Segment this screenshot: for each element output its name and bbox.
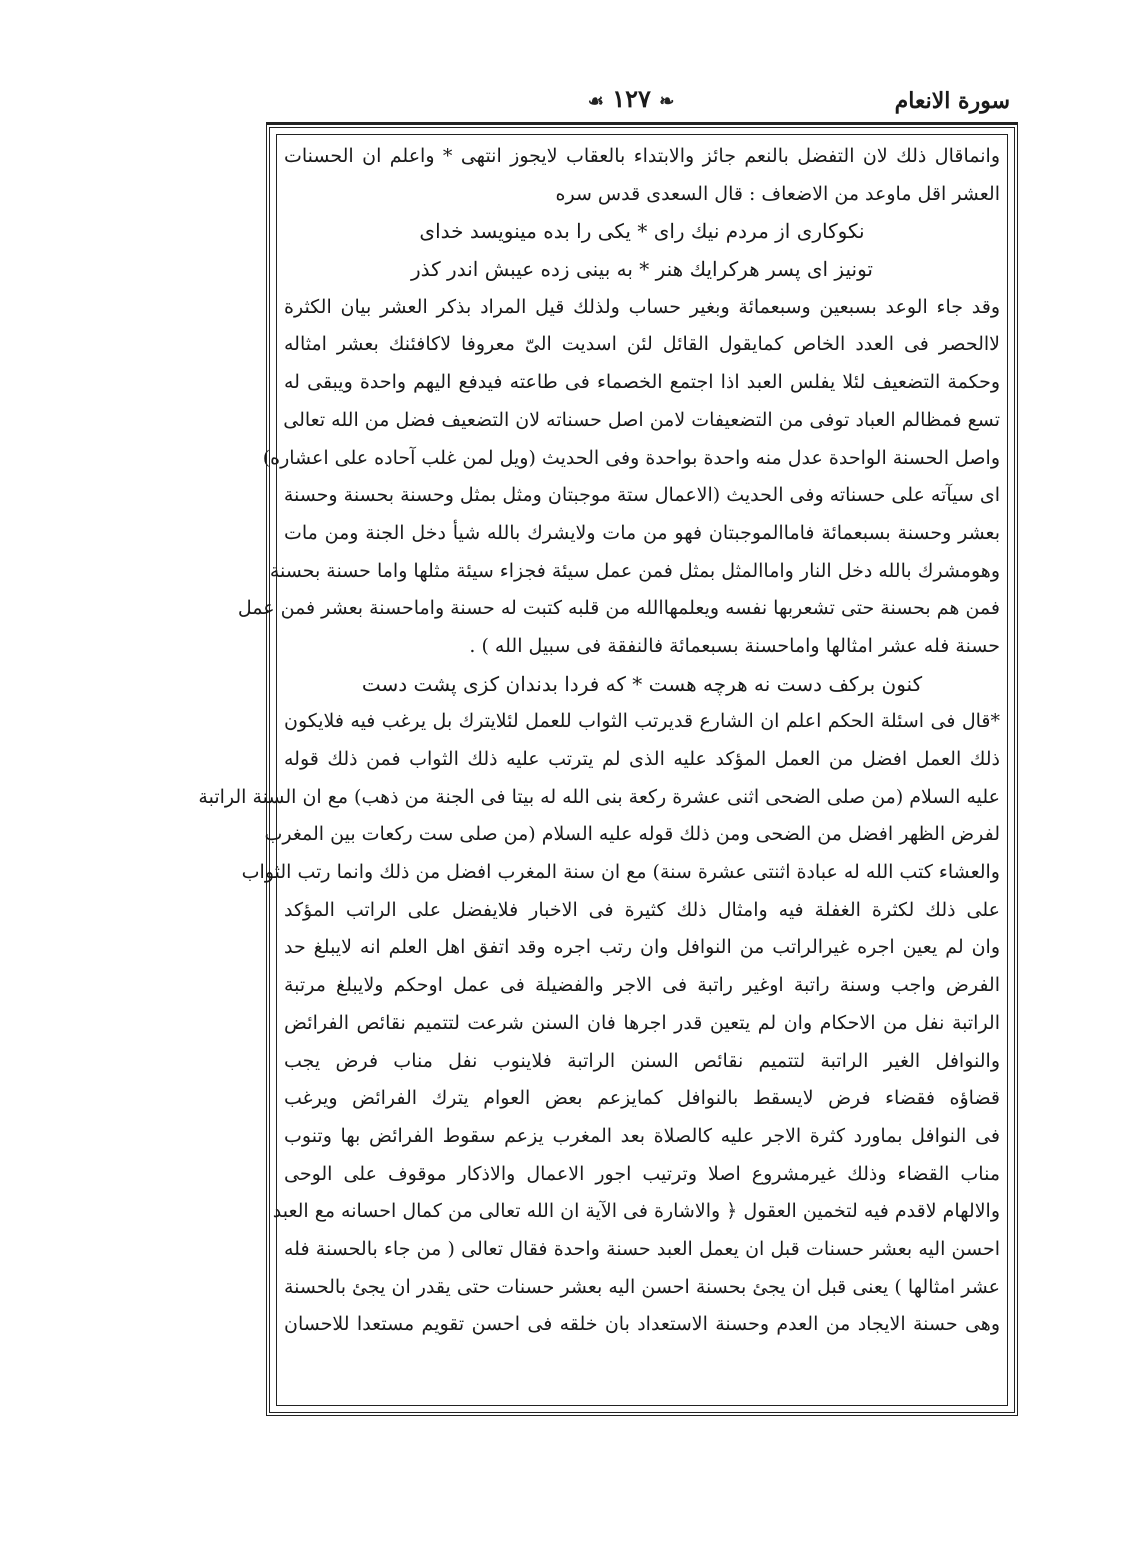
text-line: العشر اقل ماوعد من الاضعاف : قال السعدى قدس سره [555, 182, 1000, 205]
poem-verse-line: تونيز اى پسر هركرايك هنر * به بينى زده عيبش اندر كذر [411, 257, 873, 282]
text-line: اى سيآته على حسناته وفى الحديث (الاعمال ستة موجبتان ومثل بمثل وحسنة بحسنة وحسنة [283, 484, 1000, 507]
text-line: والالهام لاقدم فيه لتخمين العقول ﴿ والاشارة فى الآية ان الله تعالى من كمال احسانه مع العبد [272, 1200, 1000, 1223]
text-line: تسع فمظالم العباد توفى من التضعيفات لامن اصل حسناته لان التضعيف فضل من الله تعالى [283, 408, 1000, 431]
ornament-left-icon: ❧ [659, 91, 675, 112]
surah-title: سورة الانعام [894, 88, 1010, 114]
page-number-block [566, 84, 696, 113]
text-line: بعشر وحسنة بسبعمائة فاماالموجبتان فهو من مات ولايشرك بالله شيأ دخل الجنة ومن مات [284, 521, 1000, 544]
text-line: فمن هم بحسنة حتى تشعربها نفسه ويعلمهاالله من قلبه كتبت له حسنة واماحسنة بعشر فمن عمل [237, 597, 1000, 620]
text-line: *قال فى اسئلة الحكم اعلم ان الشارع قديرتب الثواب للعمل لئلايترك بل يرغب فيه فلايكون [284, 710, 1000, 733]
text-line: واصل الحسنة الواحدة عدل منه واحدة بواحدة وفى الحديث (ويل لمن غلب آحاده على اعشاره) [262, 446, 1000, 469]
text-line: والعشاء كتب الله له عبادة اثنتى عشرة سنة) مع ان سنة المغرب افضل من ذلك وانما رتب الثواب [241, 861, 1000, 884]
text-line: عليه السلام (من صلى الضحى اثنى عشرة ركعة بنى الله له بيتا فى الجنة من ذهب) مع ان السنة الراتبة [198, 785, 1000, 808]
text-line: وحكمة التضعيف لئلا يفلس العبد اذا اجتمع الخصماء فى طاعته فيدفع اليهم واحدة ويبقى له [284, 371, 1000, 394]
text-line: الراتبة نفل من الاحكام وان لم يتعين قدر اجرها فان السنن شرعت لتتميم نقائص الفرائض [284, 1011, 1000, 1034]
text-line: وهومشرك بالله دخل النار واماالمثل بمثل فمن عمل سيئة فجزاء سيئة مثلها واما حسنة بحسنة [269, 559, 1000, 582]
poem-verse-line: كنون بركف دست نه هرچه هست * كه فردا بدندان كزى پشت دست [361, 671, 923, 696]
text-line: وانماقال ذلك لان التفضل بالنعم جائز والابتداء بالعقاب لايجوز انتهى * واعلم ان الحسنات [284, 145, 1000, 167]
text-line: لفرض الظهر افضل من الضحى ومن ذلك قوله عليه السلام (من صلى ست ركعات بين المغرب [264, 823, 1000, 846]
text-line: احسن اليه بعشر حسنات قبل ان يعمل العبد حسنة واحدة فقال تعالى ( من جاء بالحسنة فله [284, 1237, 1000, 1260]
text-line: قضاؤه فقضاء فرض لايسقط بالنوافل كمايزعم بعض العوام يترك الفرائض ويرغب [284, 1087, 1000, 1110]
text-line: حسنة فله عشر امثالها واماحسنة بسبعمائة فالنفقة فى سبيل الله ) . [469, 634, 1000, 657]
text-line: عشر امثالها ) يعنى قبل ان يجئ بحسنة احسن اليه بعشر حسنات حتى يقدر ان يجئ بالحسنة [284, 1275, 1000, 1298]
text-line: وقد جاء الوعد بسبعين وسبعمائة وبغير حساب ولذلك قيل المراد بذكر العشر بيان الكثرة [284, 295, 1000, 318]
text-line: لاالحصر فى العدد الخاص كمايقول القائل لئن اسديت الىّ معروفا لاكافئنك بعشر امثاله [284, 333, 1000, 356]
page-body [198, 138, 1000, 1402]
page-header [266, 84, 1018, 124]
text-line: والنوافل الغير الراتبة لتتميم نقائص السنن الراتبة فلاينوب نفل مناب فرض يجب [284, 1049, 1000, 1072]
text-line: وان لم يعين اجره غيرالراتب من النوافل وان رتب اجره وقد اتفق اهل العلم انه لايبلغ حد [284, 936, 1000, 959]
text-line: على ذلك لكثرة الغفلة فيه وامثال ذلك كثيرة فى الاخبار فلايفضل على الراتب المؤكد [284, 898, 1000, 921]
text-line: ذلك العمل افضل من العمل المؤكد عليه الذى لم يترتب عليه ذلك الثواب فمن ذلك قوله [284, 748, 1000, 770]
poem-verse-line: نكوكارى از مردم نيك راى * يكى را بده مينويسد خداى [419, 219, 865, 244]
page-number: ١٢٧ [612, 84, 651, 113]
text-frame [198, 124, 1018, 1416]
text-line: مناب القضاء وذلك غيرمشروع اصلا وترتيب اجور الاعمال والاذكار موقوف على الوحى [284, 1162, 1000, 1185]
ornament-right-icon: ☙ [587, 91, 604, 112]
text-line: فى النوافل بماورد كثرة الاجر عليه كالصلاة بعد المغرب يزعم سقوط الفرائض بها وتنوب [284, 1124, 1000, 1147]
text-line: الفرض واجب وسنة راتبة اوغير راتبة فى الاجر والفضيلة فى عمل اوحكم ولايبلغ مرتبة [284, 974, 1000, 997]
text-line: وهى حسنة الايجاد من العدم وحسنة الاستعداد بان خلقه فى احسن تقويم مستعدا للاحسان [284, 1313, 1000, 1336]
